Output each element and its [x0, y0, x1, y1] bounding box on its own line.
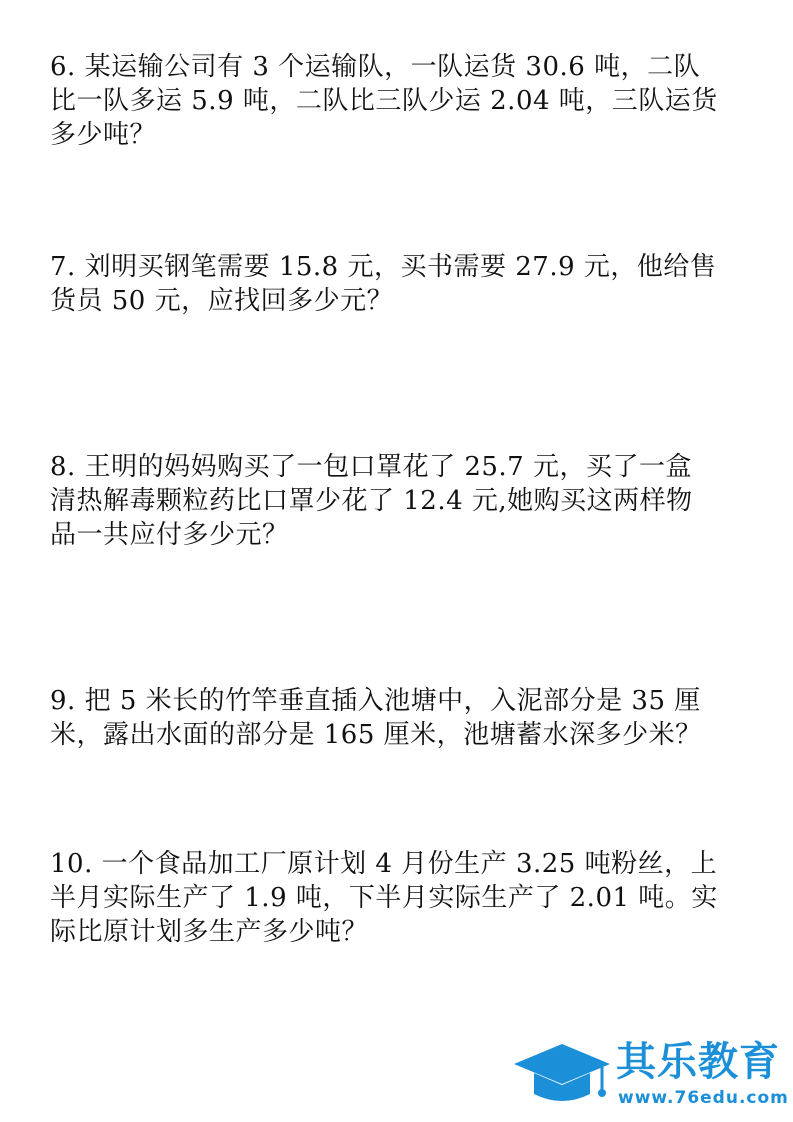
problem-9-line-2: 米，露出水面的部分是 165 厘米，池塘蓄水深多少米？	[50, 720, 702, 750]
watermark-logo	[510, 1036, 789, 1116]
watermark-url: www.76edu.com	[618, 1088, 789, 1108]
problem-8-line-2: 清热解毒颗粒药比口罩少花了 12.4 元,她购买这两样物	[50, 486, 693, 516]
problem-8-line-1: 8. 王明的妈妈购买了一包口罩花了 25.7 元，买了一盒	[50, 452, 692, 482]
problem-7-line-2: 货员 50 元，应找回多少元？	[50, 286, 394, 316]
problem-8	[50, 450, 750, 552]
problem-7	[50, 250, 750, 318]
problem-10-line-3: 际比原计划多生产多少吨？	[50, 917, 369, 947]
problem-7-line-1: 7. 刘明买钢笔需要 15.8 元，买书需要 27.9 元，他给售	[50, 252, 717, 282]
problem-8-line-3: 品一共应付多少元？	[50, 520, 289, 550]
problem-10-line-1: 10. 一个食品加工厂原计划 4 月份生产 3.25 吨粉丝，上	[50, 849, 718, 879]
problem-6-line-2: 比一队多运 5.9 吨，二队比三队少运 2.04 吨，三队运货	[50, 86, 718, 116]
problem-9-line-1: 9. 把 5 米长的竹竿垂直插入池塘中，入泥部分是 35 厘	[50, 686, 701, 716]
graduation-cap-icon	[510, 1040, 614, 1112]
problem-10	[50, 847, 750, 949]
problem-6-line-3: 多少吨？	[50, 120, 157, 150]
watermark-brand-name: 其乐教育	[616, 1039, 780, 1085]
problem-10-line-2: 半月实际生产了 1.9 吨，下半月实际生产了 2.01 吨。实	[50, 883, 718, 913]
problem-9	[50, 684, 750, 752]
problem-6	[50, 50, 750, 152]
problem-6-line-1: 6. 某运输公司有 3 个运输队，一队运货 30.6 吨，二队	[50, 52, 701, 82]
